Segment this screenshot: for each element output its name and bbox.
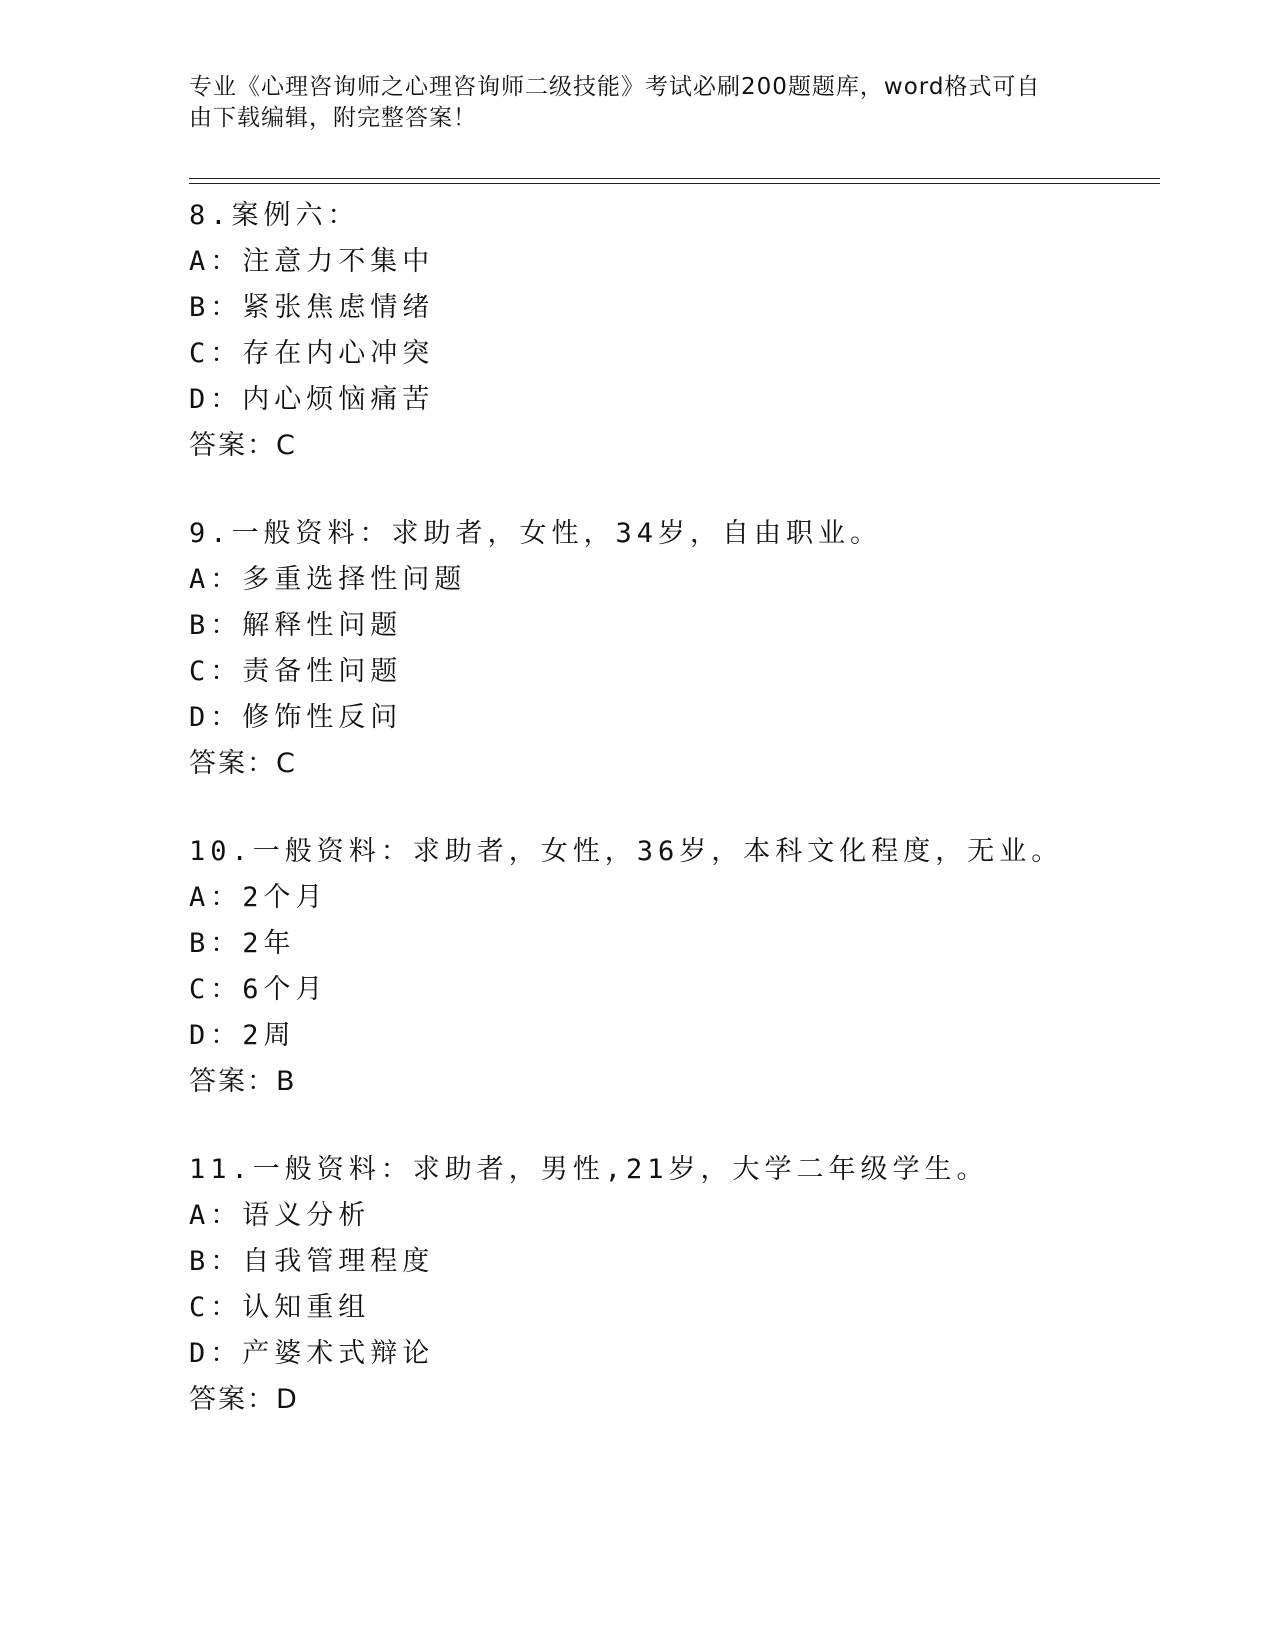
question-stem: 11.一般资料：求助者，男性,21岁，大学二年级学生。 <box>189 1154 989 1185</box>
option-d: D：内心烦恼痛苦 <box>189 384 435 415</box>
option-c: C：认知重组 <box>189 1292 371 1323</box>
question-list <box>189 193 1149 1465</box>
answer: 答案：C <box>189 748 297 779</box>
header-line-1: 专业《心理咨询师之心理咨询师二级技能》考试必刷200题题库，word格式可自 <box>189 74 1041 100</box>
header-line-2: 由下载编辑，附完整答案！ <box>189 105 477 131</box>
header-divider-top <box>189 178 1160 179</box>
option-c: C：责备性问题 <box>189 656 403 687</box>
option-b: B：自我管理程度 <box>189 1246 435 1277</box>
header-divider-bottom <box>189 183 1160 184</box>
question-11 <box>189 1147 1149 1423</box>
option-c: C：6个月 <box>189 974 328 1005</box>
option-a: A：语义分析 <box>189 1200 371 1231</box>
question-stem: 9.一般资料：求助者，女性，34岁，自由职业。 <box>189 518 883 549</box>
question-stem: 8.案例六： <box>189 200 360 231</box>
option-d: D：2周 <box>189 1020 296 1051</box>
option-b: B：解释性问题 <box>189 610 403 641</box>
option-a: A：多重选择性问题 <box>189 564 467 595</box>
option-b: B：2年 <box>189 928 296 959</box>
answer: 答案：B <box>189 1066 297 1097</box>
option-d: D：产婆术式辩论 <box>189 1338 435 1369</box>
answer: 答案：D <box>189 1384 299 1415</box>
option-c: C：存在内心冲突 <box>189 338 435 369</box>
option-b: B：紧张焦虑情绪 <box>189 292 435 323</box>
question-8 <box>189 193 1149 469</box>
option-a: A：2个月 <box>189 882 328 913</box>
option-a: A：注意力不集中 <box>189 246 435 277</box>
answer: 答案：C <box>189 430 297 461</box>
question-stem: 10.一般资料：求助者，女性，36岁，本科文化程度，无业。 <box>189 836 1064 867</box>
document-header <box>189 72 1069 134</box>
option-d: D：修饰性反问 <box>189 702 403 733</box>
question-10 <box>189 829 1149 1105</box>
question-9 <box>189 511 1149 787</box>
